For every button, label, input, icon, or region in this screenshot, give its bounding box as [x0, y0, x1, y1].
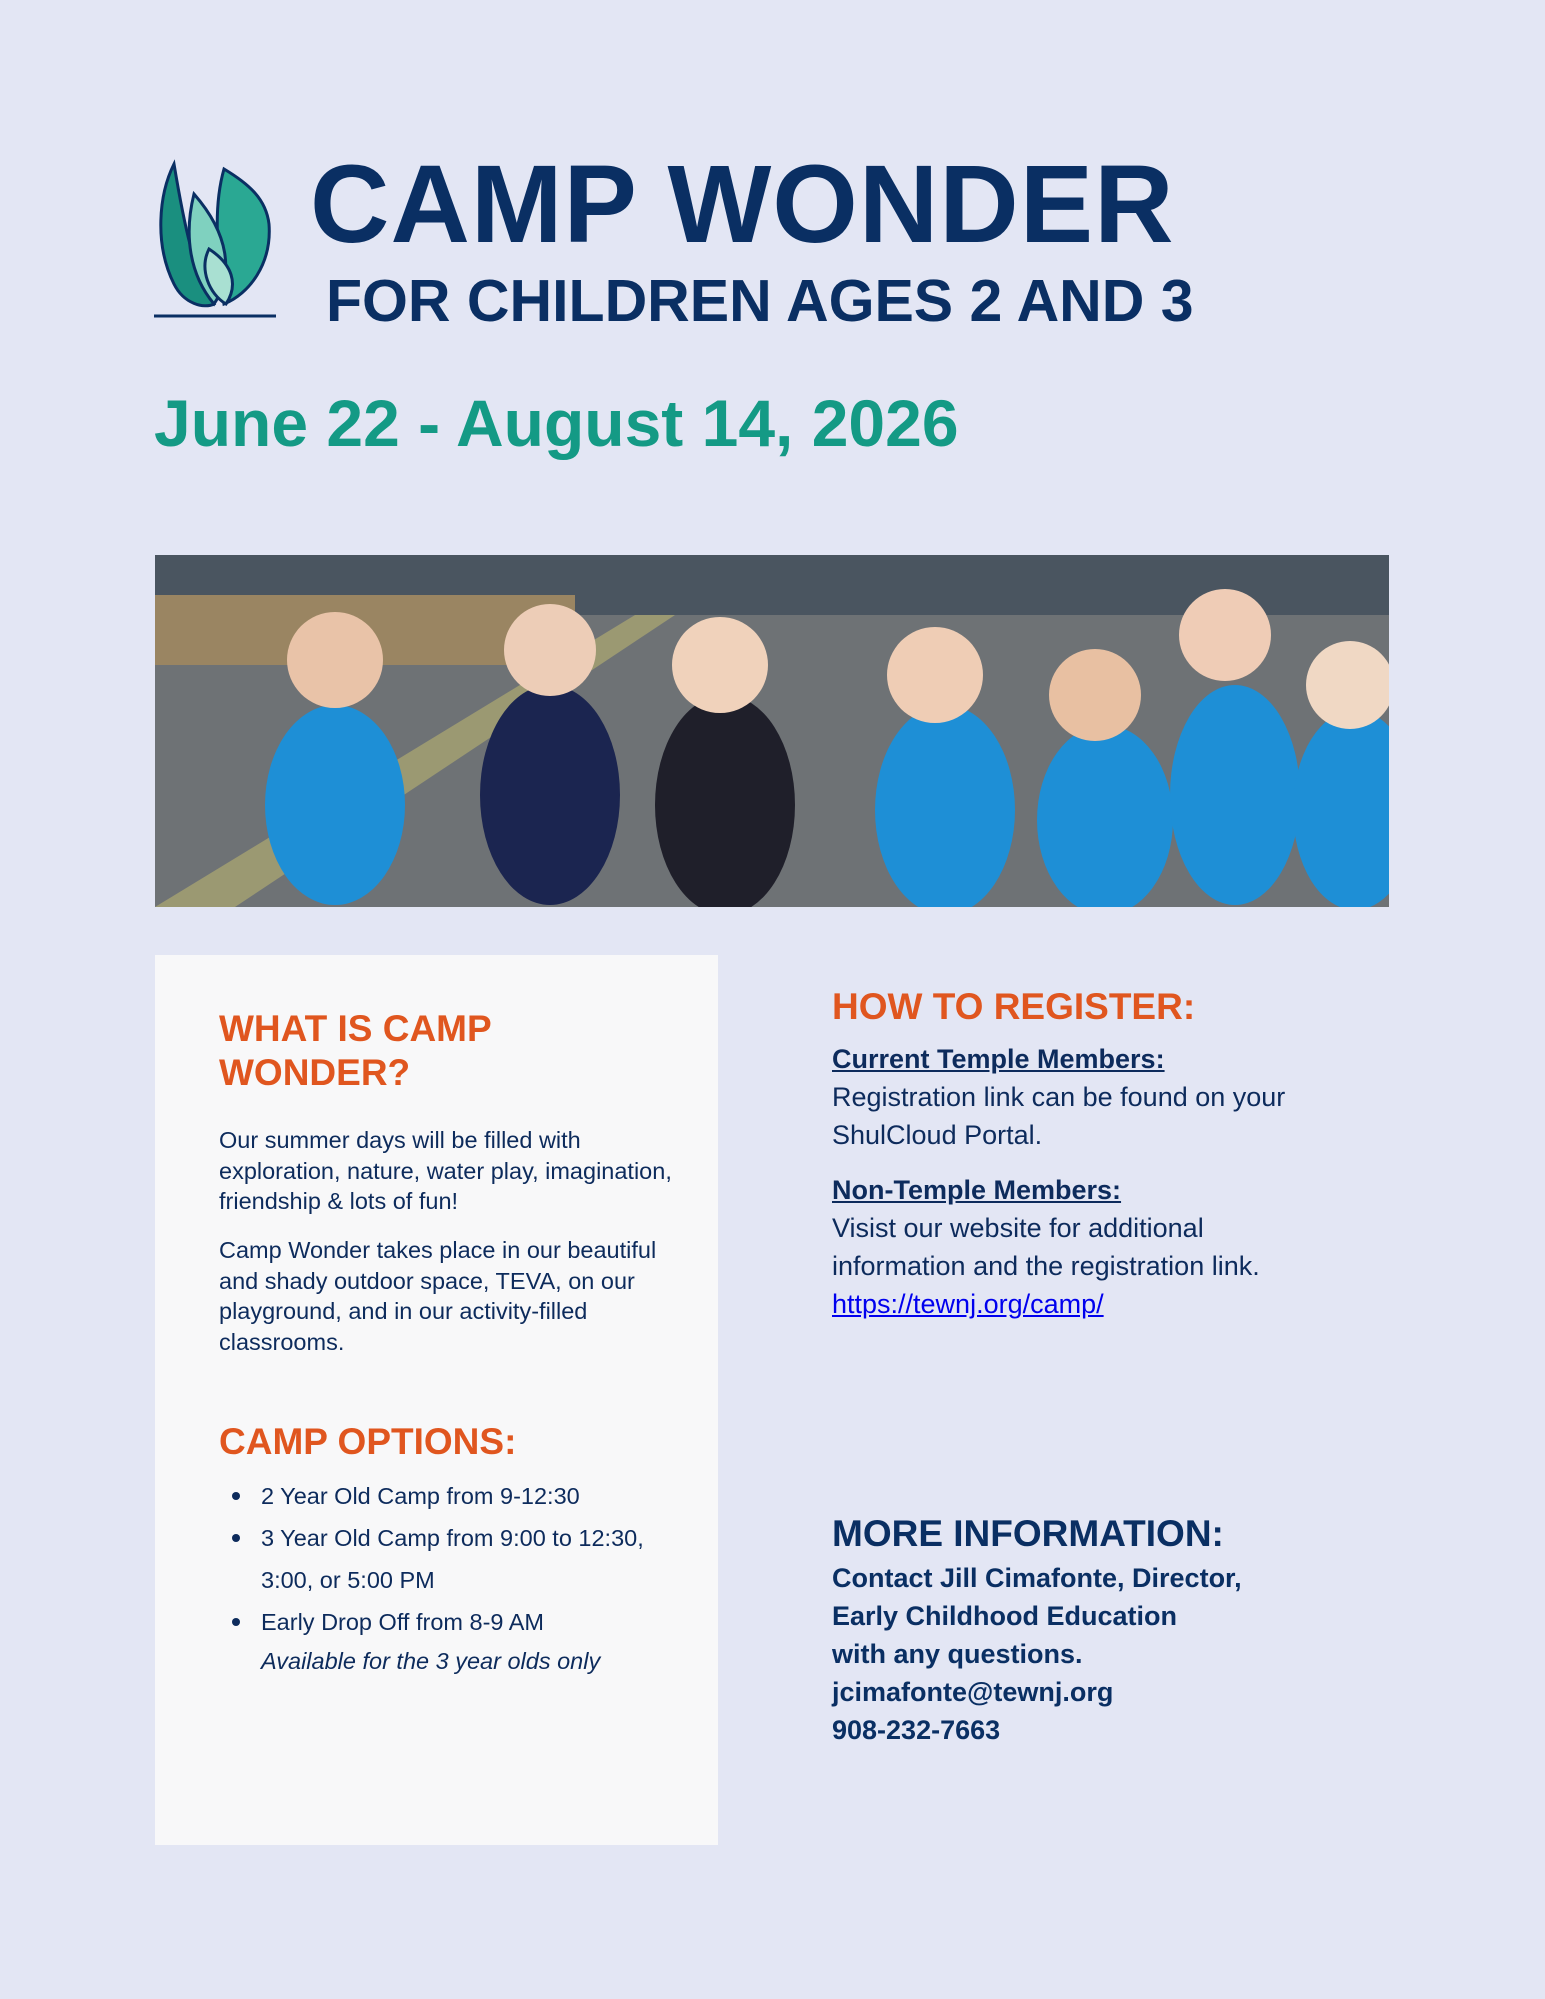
- camp-dates: June 22 - August 14, 2026: [154, 386, 959, 460]
- page-subtitle: FOR CHILDREN AGES 2 AND 3: [326, 268, 1194, 334]
- campers-photo: [155, 555, 1389, 907]
- options-list: [219, 1475, 679, 1679]
- members-text: Registration link can be found on your ShulCloud Portal.: [832, 1082, 1286, 1150]
- contact-email[interactable]: jcimafonte@tewnj.org: [832, 1677, 1114, 1707]
- members-label: Current Temple Members:: [832, 1044, 1165, 1074]
- camp-website-link[interactable]: https://tewnj.org/camp/: [832, 1289, 1104, 1319]
- contact-line-3: with any questions.: [832, 1639, 1083, 1669]
- about-heading: WHAT IS CAMP WONDER?: [219, 1008, 492, 1094]
- nonmembers-block: [832, 1171, 1302, 1323]
- nonmembers-label: Non-Temple Members:: [832, 1175, 1122, 1205]
- contact-phone[interactable]: 908-232-7663: [832, 1715, 1001, 1745]
- leaf-flame-icon: [154, 154, 276, 319]
- about-card: [155, 955, 718, 1845]
- list-item: Early Drop Off from 8-9 AM: [219, 1601, 679, 1643]
- about-paragraph-1: Our summer days will be filled with exploration, nature, water play, imagination, friendship & lots of fun!: [219, 1127, 672, 1214]
- list-item: 2 Year Old Camp from 9-12:30: [219, 1475, 679, 1517]
- register-heading: HOW TO REGISTER:: [832, 986, 1196, 1027]
- nonmembers-text: Visist our website for additional information and the registration link.: [832, 1213, 1260, 1281]
- contact-block: [832, 1559, 1312, 1749]
- contact-line-2: Early Childhood Education: [832, 1601, 1178, 1631]
- list-item: 3 Year Old Camp from 9:00 to 12:30, 3:00, or 5:00 PM: [219, 1517, 679, 1601]
- options-note: Available for the 3 year olds only: [261, 1648, 601, 1674]
- options-heading: CAMP OPTIONS:: [219, 1421, 517, 1462]
- page-title: CAMP WONDER: [310, 143, 1175, 266]
- contact-line-1: Contact Jill Cimafonte, Director,: [832, 1563, 1242, 1593]
- about-paragraph-2: Camp Wonder takes place in our beautiful and shady outdoor space, TEVA, on our playground, and in our activity-filled classrooms.: [219, 1237, 657, 1355]
- members-block: [832, 1040, 1302, 1154]
- more-info-heading: MORE INFORMATION:: [832, 1513, 1224, 1554]
